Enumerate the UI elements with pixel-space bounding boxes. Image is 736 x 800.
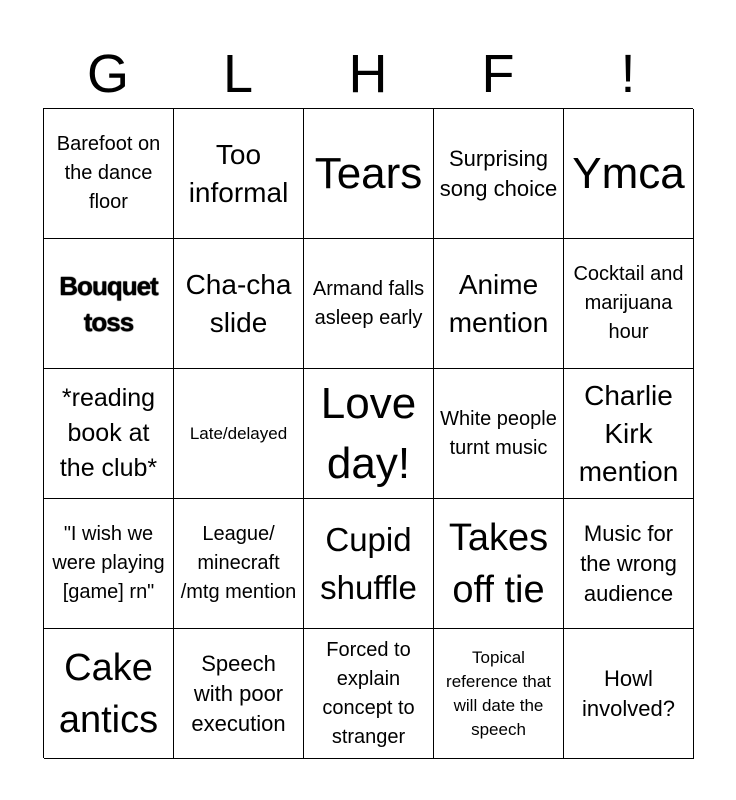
bingo-cell-text: Surprising song choice xyxy=(439,145,558,201)
bingo-cell-1-1[interactable] xyxy=(44,109,174,239)
bingo-cell-3-4[interactable] xyxy=(434,369,564,499)
bingo-cell-text: Forced to explain concept to stranger xyxy=(322,638,415,748)
bingo-cell-text: White people turnt music xyxy=(440,407,557,459)
bingo-cell-text: Tears xyxy=(314,148,423,198)
bingo-cell-text: Late/delayed xyxy=(189,423,288,443)
bingo-cell-4-1[interactable] xyxy=(44,499,174,629)
bingo-cell-text: League/ minecraft /mtg mention xyxy=(180,523,297,603)
header-letter-exclamation: ! xyxy=(620,44,636,104)
bingo-cell-3-5[interactable] xyxy=(564,369,694,499)
bingo-cell-text: Bouquet toss xyxy=(59,270,158,337)
bingo-cell-5-1[interactable] xyxy=(44,629,174,759)
bingo-cell-2-4[interactable] xyxy=(434,239,564,369)
bingo-cell-text: Ymca xyxy=(572,148,685,198)
bingo-cell-text: Cake antics xyxy=(58,646,159,741)
header-letter-f: F xyxy=(481,44,515,104)
bingo-cell-text: Cocktail and marijuana hour xyxy=(573,263,684,343)
bingo-cell-3-3[interactable] xyxy=(304,369,434,499)
bingo-cell-3-1[interactable] xyxy=(44,369,174,499)
bingo-cell-text: Too informal xyxy=(188,138,289,208)
bingo-cell-text: Howl involved? xyxy=(582,665,675,721)
bingo-cell-text: Armand falls asleep early xyxy=(312,277,425,329)
bingo-cell-text: Charlie Kirk mention xyxy=(578,379,679,487)
bingo-cell-1-3[interactable] xyxy=(304,109,434,239)
bingo-cell-2-2[interactable] xyxy=(174,239,304,369)
bingo-cell-text: Speech with poor execution xyxy=(191,650,286,736)
bingo-cell-1-5[interactable] xyxy=(564,109,694,239)
bingo-cell-1-2[interactable] xyxy=(174,109,304,239)
header-letter-h: H xyxy=(348,44,388,104)
bingo-cell-2-1[interactable] xyxy=(44,239,174,369)
bingo-cell-5-3[interactable] xyxy=(304,629,434,759)
bingo-cell-text: *reading book at the club* xyxy=(59,384,158,482)
bingo-cell-1-4[interactable] xyxy=(434,109,564,239)
bingo-header xyxy=(43,40,693,108)
bingo-cell-5-4[interactable] xyxy=(434,629,564,759)
bingo-cell-3-2[interactable] xyxy=(174,369,304,499)
bingo-cell-text: Love day! xyxy=(320,378,417,488)
bingo-cell-text: Takes off tie xyxy=(448,516,549,611)
bingo-cell-text: "I wish we were playing [game] rn" xyxy=(52,523,165,603)
header-letter-g: G xyxy=(86,44,129,104)
bingo-cell-4-3[interactable] xyxy=(304,499,434,629)
bingo-cell-2-3[interactable] xyxy=(304,239,434,369)
bingo-cell-text: Anime mention xyxy=(448,268,549,338)
bingo-cell-4-4[interactable] xyxy=(434,499,564,629)
bingo-cell-text: Music for the wrong audience xyxy=(580,520,677,606)
bingo-cell-5-2[interactable] xyxy=(174,629,304,759)
bingo-cell-text: Barefoot on the dance floor xyxy=(56,133,161,213)
bingo-grid xyxy=(43,108,693,758)
bingo-cell-5-5[interactable] xyxy=(564,629,694,759)
bingo-cell-text: Cha-cha slide xyxy=(185,268,292,338)
bingo-cell-4-2[interactable] xyxy=(174,499,304,629)
bingo-cell-4-5[interactable] xyxy=(564,499,694,629)
header-letter-l: L xyxy=(222,44,254,104)
bingo-cell-2-5[interactable] xyxy=(564,239,694,369)
bingo-cell-text: Cupid shuffle xyxy=(320,520,417,606)
bingo-cell-text: Topical reference that will date the speech xyxy=(446,647,551,739)
